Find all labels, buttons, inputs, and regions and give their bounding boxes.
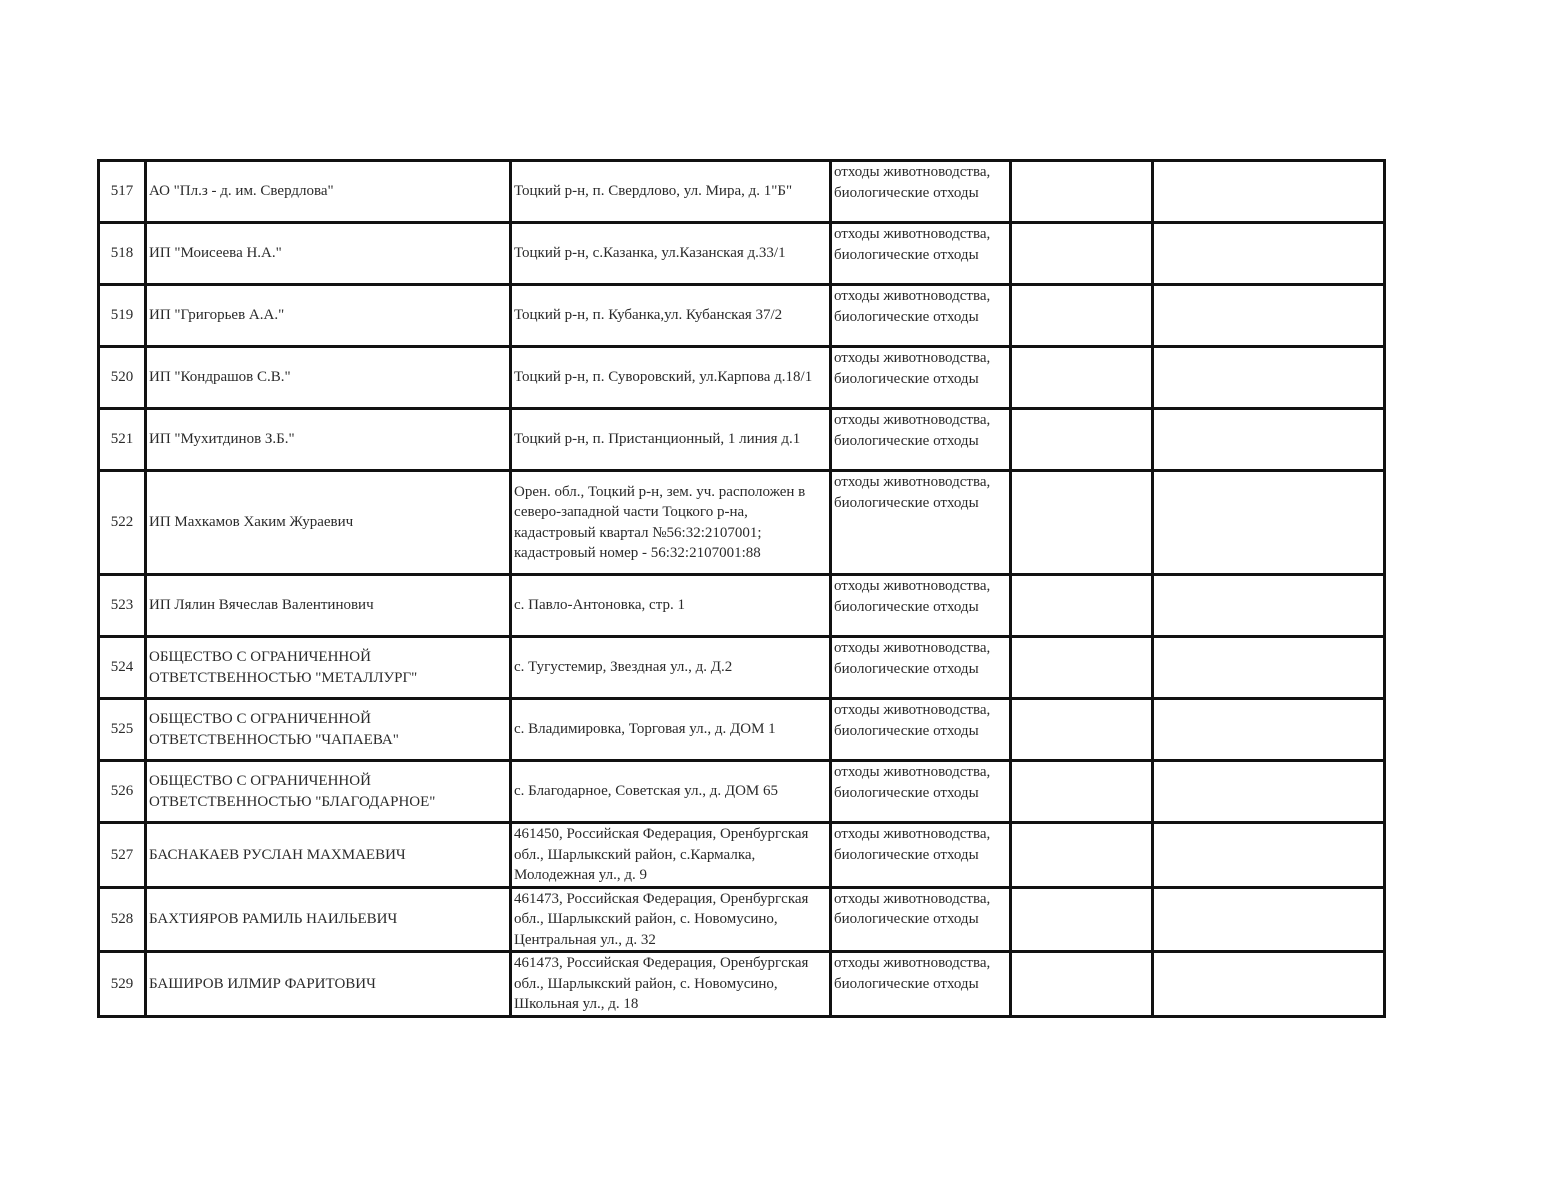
row-number: 526 bbox=[99, 761, 146, 823]
table-row bbox=[99, 347, 1385, 409]
empty-cell bbox=[1153, 285, 1385, 347]
organization-name: ИП "Кондрашов С.В." bbox=[146, 347, 511, 409]
waste-sites-table bbox=[97, 159, 1386, 1018]
empty-cell bbox=[1011, 575, 1153, 637]
row-number: 529 bbox=[99, 952, 146, 1017]
waste-sites-table-wrapper bbox=[97, 159, 1386, 1018]
empty-cell bbox=[1153, 409, 1385, 471]
empty-cell bbox=[1011, 223, 1153, 285]
table-row bbox=[99, 285, 1385, 347]
empty-cell bbox=[1153, 347, 1385, 409]
empty-cell bbox=[1153, 223, 1385, 285]
organization-address: с. Благодарное, Советская ул., д. ДОМ 65 bbox=[511, 761, 831, 823]
organization-address: Тоцкий р-н, п. Свердлово, ул. Мира, д. 1"Б" bbox=[511, 161, 831, 223]
organization-address: Тоцкий р-н, с.Казанка, ул.Казанская д.33/1 bbox=[511, 223, 831, 285]
empty-cell bbox=[1153, 575, 1385, 637]
empty-cell bbox=[1011, 823, 1153, 888]
table-row bbox=[99, 223, 1385, 285]
row-number: 522 bbox=[99, 471, 146, 575]
organization-address: с. Владимировка, Торговая ул., д. ДОМ 1 bbox=[511, 699, 831, 761]
row-number: 517 bbox=[99, 161, 146, 223]
waste-type: отходы животноводства, биологические отходы bbox=[831, 161, 1011, 223]
organization-name: ОБЩЕСТВО С ОГРАНИЧЕННОЙ ОТВЕТСТВЕННОСТЬЮ "БЛАГОДАРНОЕ" bbox=[146, 761, 511, 823]
organization-name: БАСНАКАЕВ РУСЛАН МАХМАЕВИЧ bbox=[146, 823, 511, 888]
empty-cell bbox=[1153, 471, 1385, 575]
organization-address: с. Тугустемир, Звездная ул., д. Д.2 bbox=[511, 637, 831, 699]
waste-type: отходы животноводства, биологические отходы bbox=[831, 223, 1011, 285]
waste-type: отходы животноводства, биологические отходы bbox=[831, 347, 1011, 409]
organization-name: ИП "Мухитдинов З.Б." bbox=[146, 409, 511, 471]
row-number: 523 bbox=[99, 575, 146, 637]
waste-type: отходы животноводства, биологические отходы bbox=[831, 575, 1011, 637]
empty-cell bbox=[1011, 285, 1153, 347]
table-row bbox=[99, 952, 1385, 1017]
organization-address: 461473, Российская Федерация, Оренбургская обл., Шарлыкский район, с. Новомусино, Центральная ул., д. 32 bbox=[511, 887, 831, 952]
organization-name: БАХТИЯРОВ РАМИЛЬ НАИЛЬЕВИЧ bbox=[146, 887, 511, 952]
organization-name: БАШИРОВ ИЛМИР ФАРИТОВИЧ bbox=[146, 952, 511, 1017]
waste-type: отходы животноводства, биологические отходы bbox=[831, 409, 1011, 471]
table-row bbox=[99, 409, 1385, 471]
organization-address: Тоцкий р-н, п. Суворовский, ул.Карпова д.18/1 bbox=[511, 347, 831, 409]
row-number: 519 bbox=[99, 285, 146, 347]
table-row bbox=[99, 823, 1385, 888]
table-row bbox=[99, 161, 1385, 223]
empty-cell bbox=[1011, 347, 1153, 409]
waste-type: отходы животноводства, биологические отходы bbox=[831, 761, 1011, 823]
empty-cell bbox=[1011, 952, 1153, 1017]
empty-cell bbox=[1153, 887, 1385, 952]
waste-type: отходы животноводства, биологические отходы bbox=[831, 637, 1011, 699]
empty-cell bbox=[1153, 823, 1385, 888]
organization-address: 461473, Российская Федерация, Оренбургская обл., Шарлыкский район, с. Новомусино, Школьная ул., д. 18 bbox=[511, 952, 831, 1017]
table-row bbox=[99, 471, 1385, 575]
row-number: 525 bbox=[99, 699, 146, 761]
waste-type: отходы животноводства, биологические отходы bbox=[831, 471, 1011, 575]
empty-cell bbox=[1153, 699, 1385, 761]
empty-cell bbox=[1153, 761, 1385, 823]
row-number: 518 bbox=[99, 223, 146, 285]
empty-cell bbox=[1011, 887, 1153, 952]
organization-address: с. Павло-Антоновка, стр. 1 bbox=[511, 575, 831, 637]
waste-type: отходы животноводства, биологические отходы bbox=[831, 952, 1011, 1017]
table-row bbox=[99, 637, 1385, 699]
row-number: 527 bbox=[99, 823, 146, 888]
organization-address: Орен. обл., Тоцкий р-н, зем. уч. расположен в северо-западной части Тоцкого р-на, кадастровый квартал №56:32:2107001; кадастровый номер - 56:32:2107001:88 bbox=[511, 471, 831, 575]
organization-name: ИП Лялин Вячеслав Валентинович bbox=[146, 575, 511, 637]
organization-address: 461450, Российская Федерация, Оренбургская обл., Шарлыкский район, с.Кармалка, Молодежная ул., д. 9 bbox=[511, 823, 831, 888]
organization-name: ИП "Григорьев А.А." bbox=[146, 285, 511, 347]
table-row bbox=[99, 699, 1385, 761]
table-row bbox=[99, 575, 1385, 637]
empty-cell bbox=[1153, 161, 1385, 223]
organization-name: ИП Махкамов Хаким Жураевич bbox=[146, 471, 511, 575]
row-number: 528 bbox=[99, 887, 146, 952]
empty-cell bbox=[1153, 952, 1385, 1017]
organization-name: ОБЩЕСТВО С ОГРАНИЧЕННОЙ ОТВЕТСТВЕННОСТЬЮ "ЧАПАЕВА" bbox=[146, 699, 511, 761]
waste-type: отходы животноводства, биологические отходы bbox=[831, 285, 1011, 347]
empty-cell bbox=[1011, 161, 1153, 223]
waste-type: отходы животноводства, биологические отходы bbox=[831, 887, 1011, 952]
organization-address: Тоцкий р-н, п. Пристанционный, 1 линия д.1 bbox=[511, 409, 831, 471]
empty-cell bbox=[1011, 699, 1153, 761]
organization-address: Тоцкий р-н, п. Кубанка,ул. Кубанская 37/2 bbox=[511, 285, 831, 347]
row-number: 524 bbox=[99, 637, 146, 699]
waste-type: отходы животноводства, биологические отходы bbox=[831, 699, 1011, 761]
empty-cell bbox=[1011, 409, 1153, 471]
table-row bbox=[99, 761, 1385, 823]
empty-cell bbox=[1011, 637, 1153, 699]
row-number: 520 bbox=[99, 347, 146, 409]
organization-name: ОБЩЕСТВО С ОГРАНИЧЕННОЙ ОТВЕТСТВЕННОСТЬЮ "МЕТАЛЛУРГ" bbox=[146, 637, 511, 699]
waste-type: отходы животноводства, биологические отходы bbox=[831, 823, 1011, 888]
organization-name: ИП "Моисеева Н.А." bbox=[146, 223, 511, 285]
empty-cell bbox=[1011, 761, 1153, 823]
organization-name: АО "Пл.з - д. им. Свердлова" bbox=[146, 161, 511, 223]
empty-cell bbox=[1011, 471, 1153, 575]
table-row bbox=[99, 887, 1385, 952]
empty-cell bbox=[1153, 637, 1385, 699]
row-number: 521 bbox=[99, 409, 146, 471]
